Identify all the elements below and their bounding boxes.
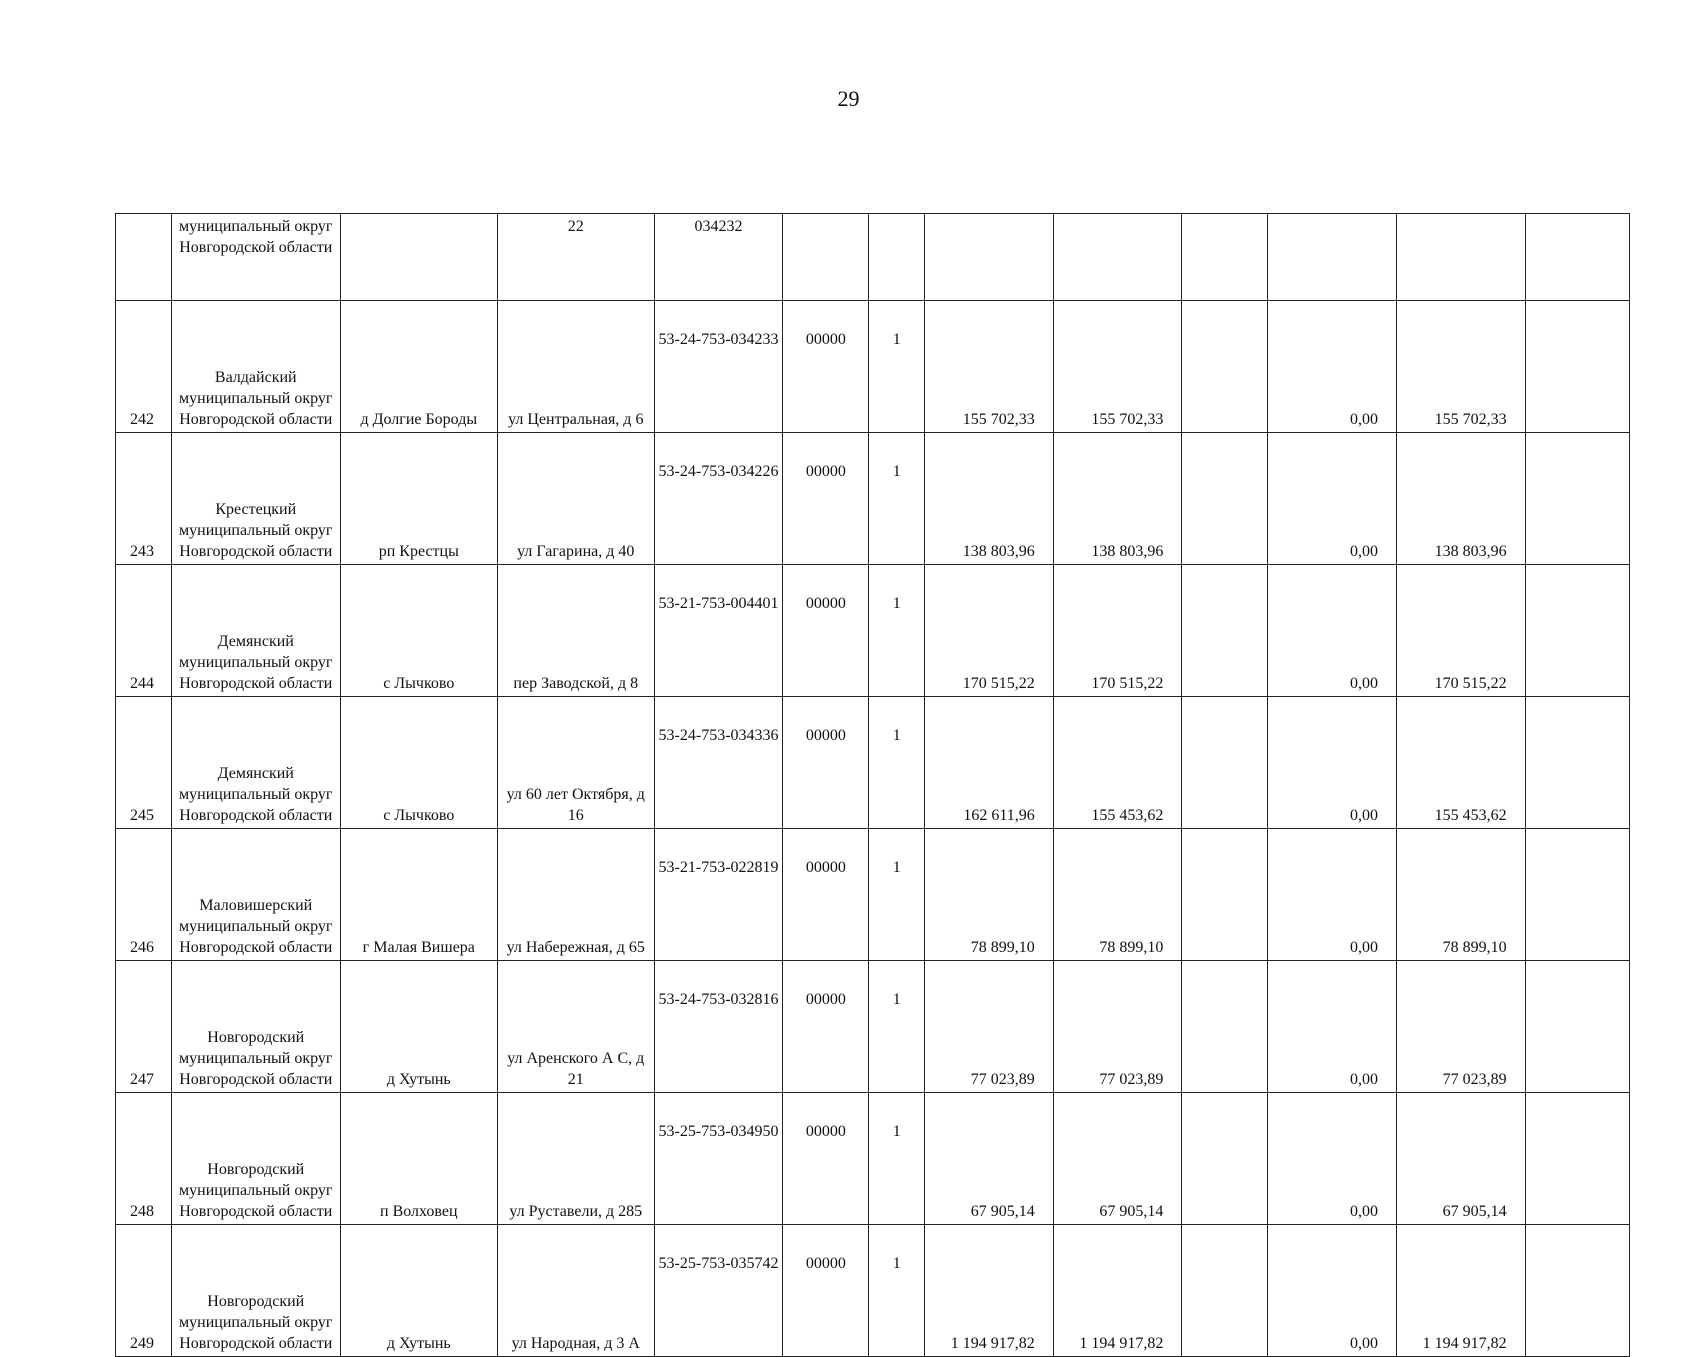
- municipality-cell: муниципальный округ Новгородской области: [171, 214, 340, 301]
- sum3-cell: [1182, 214, 1268, 301]
- sum3-cell: [1182, 1225, 1268, 1357]
- sum3-cell: [1182, 565, 1268, 697]
- table-body: [116, 214, 1630, 1357]
- sum1-cell: 162 611,96: [925, 697, 1054, 829]
- sum4-cell: 0,00: [1268, 1093, 1397, 1225]
- sum3-cell: [1182, 829, 1268, 961]
- last-cell: [1525, 1225, 1629, 1357]
- row-number-cell: 246: [116, 829, 172, 961]
- address-cell: пер Заводской, д 8: [497, 565, 654, 697]
- qty-cell: 1: [869, 697, 925, 829]
- code-cell: 53-24-753-034226: [654, 433, 783, 565]
- sum2-cell: 77 023,89: [1053, 961, 1182, 1093]
- code-cell: 53-21-753-004401: [654, 565, 783, 697]
- locality-cell: г Малая Вишера: [340, 829, 497, 961]
- sum2-cell: 1 194 917,82: [1053, 1225, 1182, 1357]
- code-cell: 53-21-753-022819: [654, 829, 783, 961]
- sum4-cell: 0,00: [1268, 1225, 1397, 1357]
- municipality-cell: Маловишерский муниципальный округ Новгородской области: [171, 829, 340, 961]
- code-cell: 53-24-753-034336: [654, 697, 783, 829]
- row-number-cell: [116, 214, 172, 301]
- qty-cell: 1: [869, 829, 925, 961]
- sum3-cell: [1182, 697, 1268, 829]
- qty-cell: 1: [869, 301, 925, 433]
- address-cell: ул Набережная, д 65: [497, 829, 654, 961]
- address-cell: 22: [497, 214, 654, 301]
- code2-cell: 00000: [783, 1225, 869, 1357]
- sum2-cell: 155 702,33: [1053, 301, 1182, 433]
- sum3-cell: [1182, 961, 1268, 1093]
- code-cell: 53-25-753-034950: [654, 1093, 783, 1225]
- sum2-cell: 170 515,22: [1053, 565, 1182, 697]
- code2-cell: 00000: [783, 565, 869, 697]
- sum5-cell: [1397, 214, 1526, 301]
- sum1-cell: 170 515,22: [925, 565, 1054, 697]
- municipality-cell: Новгородский муниципальный округ Новгородской области: [171, 1225, 340, 1357]
- address-cell: ул Гагарина, д 40: [497, 433, 654, 565]
- sum1-cell: 78 899,10: [925, 829, 1054, 961]
- sum5-cell: 78 899,10: [1397, 829, 1526, 961]
- sum4-cell: [1268, 214, 1397, 301]
- locality-cell: с Лычково: [340, 697, 497, 829]
- municipality-cell: Валдайский муниципальный округ Новгородской области: [171, 301, 340, 433]
- last-cell: [1525, 433, 1629, 565]
- sum5-cell: 155 453,62: [1397, 697, 1526, 829]
- sum2-cell: 155 453,62: [1053, 697, 1182, 829]
- row-number-cell: 248: [116, 1093, 172, 1225]
- sum5-cell: 138 803,96: [1397, 433, 1526, 565]
- municipality-cell: Демянский муниципальный округ Новгородской области: [171, 697, 340, 829]
- qty-cell: [869, 214, 925, 301]
- last-cell: [1525, 301, 1629, 433]
- sum5-cell: 77 023,89: [1397, 961, 1526, 1093]
- locality-cell: рп Крестцы: [340, 433, 497, 565]
- qty-cell: 1: [869, 565, 925, 697]
- sum1-cell: 138 803,96: [925, 433, 1054, 565]
- last-cell: [1525, 214, 1629, 301]
- qty-cell: 1: [869, 1093, 925, 1225]
- code-cell: 53-24-753-032816: [654, 961, 783, 1093]
- sum2-cell: 138 803,96: [1053, 433, 1182, 565]
- code2-cell: 00000: [783, 829, 869, 961]
- sum4-cell: 0,00: [1268, 961, 1397, 1093]
- sum1-cell: 67 905,14: [925, 1093, 1054, 1225]
- sum2-cell: [1053, 214, 1182, 301]
- municipality-cell: Новгородский муниципальный округ Новгородской области: [171, 1093, 340, 1225]
- sum2-cell: 67 905,14: [1053, 1093, 1182, 1225]
- row-number-cell: 247: [116, 961, 172, 1093]
- table-row: [116, 1225, 1630, 1357]
- continuation-row: [116, 214, 1630, 301]
- row-number-cell: 249: [116, 1225, 172, 1357]
- sum3-cell: [1182, 301, 1268, 433]
- sum5-cell: 67 905,14: [1397, 1093, 1526, 1225]
- code2-cell: 00000: [783, 433, 869, 565]
- sum5-cell: 155 702,33: [1397, 301, 1526, 433]
- address-cell: ул Аренского А С, д 21: [497, 961, 654, 1093]
- sum5-cell: 170 515,22: [1397, 565, 1526, 697]
- sum2-cell: 78 899,10: [1053, 829, 1182, 961]
- code2-cell: 00000: [783, 301, 869, 433]
- sum3-cell: [1182, 1093, 1268, 1225]
- table-row: [116, 433, 1630, 565]
- locality-cell: с Лычково: [340, 565, 497, 697]
- sum4-cell: 0,00: [1268, 301, 1397, 433]
- sum1-cell: 1 194 917,82: [925, 1225, 1054, 1357]
- code2-cell: [783, 214, 869, 301]
- last-cell: [1525, 1093, 1629, 1225]
- sum4-cell: 0,00: [1268, 697, 1397, 829]
- code2-cell: 00000: [783, 961, 869, 1093]
- code2-cell: 00000: [783, 1093, 869, 1225]
- sum4-cell: 0,00: [1268, 433, 1397, 565]
- last-cell: [1525, 565, 1629, 697]
- table-row: [116, 697, 1630, 829]
- sum3-cell: [1182, 433, 1268, 565]
- address-cell: ул Центральная, д 6: [497, 301, 654, 433]
- row-number-cell: 243: [116, 433, 172, 565]
- sum1-cell: [925, 214, 1054, 301]
- municipality-cell: Новгородский муниципальный округ Новгородской области: [171, 961, 340, 1093]
- code-cell: 53-24-753-034233: [654, 301, 783, 433]
- table-row: [116, 301, 1630, 433]
- code-cell: 034232: [654, 214, 783, 301]
- address-cell: ул Народная, д 3 А: [497, 1225, 654, 1357]
- sum5-cell: 1 194 917,82: [1397, 1225, 1526, 1357]
- table-row: [116, 961, 1630, 1093]
- locality-cell: д Хутынь: [340, 961, 497, 1093]
- sum1-cell: 77 023,89: [925, 961, 1054, 1093]
- locality-cell: д Хутынь: [340, 1225, 497, 1357]
- qty-cell: 1: [869, 433, 925, 565]
- qty-cell: 1: [869, 961, 925, 1093]
- locality-cell: [340, 214, 497, 301]
- row-number-cell: 242: [116, 301, 172, 433]
- table-row: [116, 829, 1630, 961]
- registry-table: [115, 213, 1630, 1357]
- address-cell: ул Руставели, д 285: [497, 1093, 654, 1225]
- address-cell: ул 60 лет Октября, д 16: [497, 697, 654, 829]
- code-cell: 53-25-753-035742: [654, 1225, 783, 1357]
- row-number-cell: 244: [116, 565, 172, 697]
- locality-cell: д Долгие Бороды: [340, 301, 497, 433]
- last-cell: [1525, 829, 1629, 961]
- last-cell: [1525, 697, 1629, 829]
- sum4-cell: 0,00: [1268, 565, 1397, 697]
- sum1-cell: 155 702,33: [925, 301, 1054, 433]
- code2-cell: 00000: [783, 697, 869, 829]
- municipality-cell: Крестецкий муниципальный округ Новгородской области: [171, 433, 340, 565]
- last-cell: [1525, 961, 1629, 1093]
- table-row: [116, 565, 1630, 697]
- row-number-cell: 245: [116, 697, 172, 829]
- table-row: [116, 1093, 1630, 1225]
- page-number: 29: [837, 86, 860, 111]
- qty-cell: 1: [869, 1225, 925, 1357]
- sum4-cell: 0,00: [1268, 829, 1397, 961]
- locality-cell: п Волховец: [340, 1093, 497, 1225]
- municipality-cell: Демянский муниципальный округ Новгородской области: [171, 565, 340, 697]
